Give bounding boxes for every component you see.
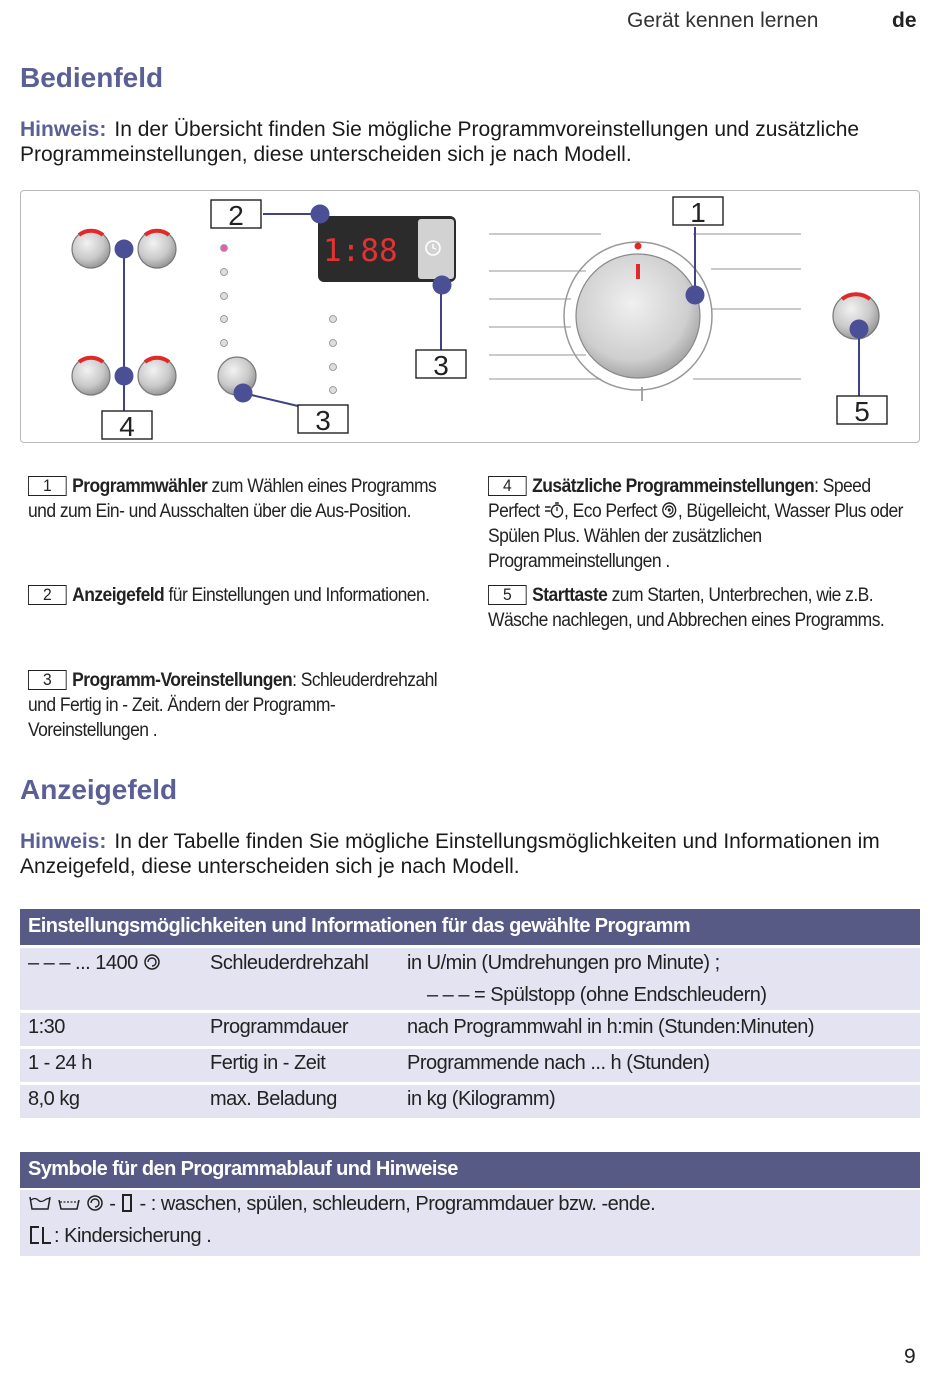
eco-perfect-icon [661, 501, 678, 519]
cell-value: 1:30 [28, 1016, 65, 1038]
legend-item-3 [28, 668, 442, 743]
dial-off-marker [635, 243, 642, 250]
spin-icon [143, 953, 161, 971]
legend-number-2: 2 [28, 585, 67, 605]
callout-label-3b: 3 [315, 405, 331, 436]
option-button-2[interactable] [138, 230, 176, 268]
cell-value: 8,0 kg [28, 1088, 80, 1110]
cell-name: Fertig in - Zeit [210, 1052, 326, 1074]
symbols-line-2-text: : Kindersicherung . [54, 1225, 212, 1247]
wash-icon [28, 1194, 52, 1212]
legend-text-4a: : Speed Perfect [488, 476, 871, 522]
child-lock-icon [28, 1225, 54, 1245]
section-title-bedienfeld: Bedienfeld [20, 62, 164, 93]
cell-name: Programmdauer [210, 1016, 349, 1038]
symbols-table [20, 1152, 920, 1256]
option-button-3[interactable] [72, 357, 110, 395]
note-label: Hinweis: [20, 830, 107, 853]
table-row [20, 1013, 920, 1046]
led-indicator-active [221, 245, 228, 252]
legend-text-4c: , Bügelleicht, Wasser Plus oder Spülen Plus. Wählen der zusätzlichen Programmeinstellungen . [488, 501, 903, 572]
speed-perfect-icon [544, 501, 564, 519]
cell-value: 1 - 24 h [28, 1052, 92, 1074]
table-row [20, 1049, 920, 1082]
control-panel-illustration [21, 191, 920, 443]
cell-desc: in U/min (Umdrehungen pro Minute) ; [407, 952, 720, 974]
symbols-table-header: Symbole für den Programmablauf und Hinweise [20, 1152, 920, 1188]
legend-text-3: : Schleuderdrehzahl und Fertig in - Zeit. Ändern der Programm-Voreinstellungen . [28, 670, 438, 741]
callout-label-5: 5 [854, 396, 870, 427]
legend-item-5 [488, 583, 916, 633]
callout-label-3a: 3 [433, 350, 449, 381]
control-panel-diagram [20, 190, 920, 443]
led-indicator [330, 364, 337, 371]
cell-value: – – – ... 1400 [28, 952, 161, 975]
legend-term-3: Programm-Voreinstellungen [72, 670, 293, 691]
callout-label-2: 2 [228, 200, 244, 231]
cell-name: Schleuderdrehzahl [210, 952, 369, 974]
symbols-line-1-text: - : waschen, spülen, schleudern, Programmdauer bzw. -ende. [139, 1193, 656, 1215]
settings-table-header: Einstellungsmöglichkeiten und Informationen für das gewählte Programm [20, 909, 920, 945]
symbols-line-1 [28, 1193, 655, 1216]
note-anzeigefeld [20, 829, 920, 879]
cell-desc: in kg (Kilogramm) [407, 1088, 556, 1110]
language-code: de [892, 9, 917, 32]
legend-text-4b: , Eco Perfect [564, 501, 662, 522]
cell-desc: nach Programmwahl in h:min (Stunden:Minuten) [407, 1016, 815, 1038]
cell-name: max. Beladung [210, 1088, 337, 1110]
table-row [20, 1085, 920, 1118]
spin-icon [86, 1194, 104, 1212]
display-panel [318, 216, 456, 282]
led-indicator [221, 316, 228, 323]
option-button-4[interactable] [138, 357, 176, 395]
legend-term-5: Starttaste [532, 585, 608, 606]
legend-number-1: 1 [28, 476, 67, 496]
end-digit-icon [120, 1193, 134, 1213]
symbols-table-body [20, 1190, 920, 1256]
led-indicator [330, 340, 337, 347]
legend-number-5: 5 [488, 585, 527, 605]
legend-text-5: zum Starten, Unterbrechen, wie z.B. Wäsche nachlegen, und Abbrechen eines Programms. [488, 585, 885, 631]
table-row [20, 948, 920, 1010]
note-bedienfeld [20, 117, 920, 167]
legend-number-3: 3 [28, 670, 67, 690]
legend-item-1 [28, 474, 442, 524]
cell-desc-2: – – – = Spülstopp (ohne Endschleudern) [427, 984, 767, 1006]
display-digits: 1:88 [323, 233, 398, 269]
led-indicator [330, 387, 337, 394]
led-indicator [221, 340, 228, 347]
rinse-icon [57, 1194, 81, 1212]
settings-table [20, 909, 920, 1118]
note-label: Hinweis: [20, 118, 107, 141]
legend-text-1: zum Wählen eines Programms und zum Ein- und Ausschalten über die Aus-Position. [28, 476, 437, 522]
section-title-anzeigefeld: Anzeigefeld [20, 774, 178, 805]
legend-number-4: 4 [488, 476, 527, 496]
callout-label-4: 4 [119, 411, 135, 442]
option-button-1[interactable] [72, 230, 110, 268]
callout-label-1: 1 [690, 197, 706, 228]
led-indicator [221, 269, 228, 276]
led-indicator [330, 316, 337, 323]
symbols-line-2 [28, 1225, 211, 1248]
led-indicator [221, 293, 228, 300]
cell-desc: Programmende nach ... h (Stunden) [407, 1052, 710, 1074]
legend-term-2: Anzeigefeld [72, 585, 165, 606]
legend-term-1: Programmwähler [72, 476, 208, 497]
legend-text-2: für Einstellungen und Informationen. [164, 585, 430, 606]
note-text: In der Tabelle finden Sie mögliche Einstellungsmöglichkeiten und Informationen im Anzeigefeld, diese unterscheiden sich je nach Modell. [20, 830, 880, 878]
legend-item-2 [28, 583, 442, 608]
page-number: 9 [904, 1345, 916, 1368]
legend-term-4: Zusätzliche Programmeinstellungen [532, 476, 815, 497]
legend-item-4 [488, 474, 916, 574]
symbols-separator: - [109, 1193, 116, 1215]
running-header-title: Gerät kennen lernen [627, 9, 819, 32]
note-text: In der Übersicht finden Sie mögliche Programmvoreinstellungen und zusätzliche Programmeinstellungen, diese unterscheiden sich je nach Modell. [20, 118, 860, 166]
program-selector-dial [489, 234, 801, 401]
